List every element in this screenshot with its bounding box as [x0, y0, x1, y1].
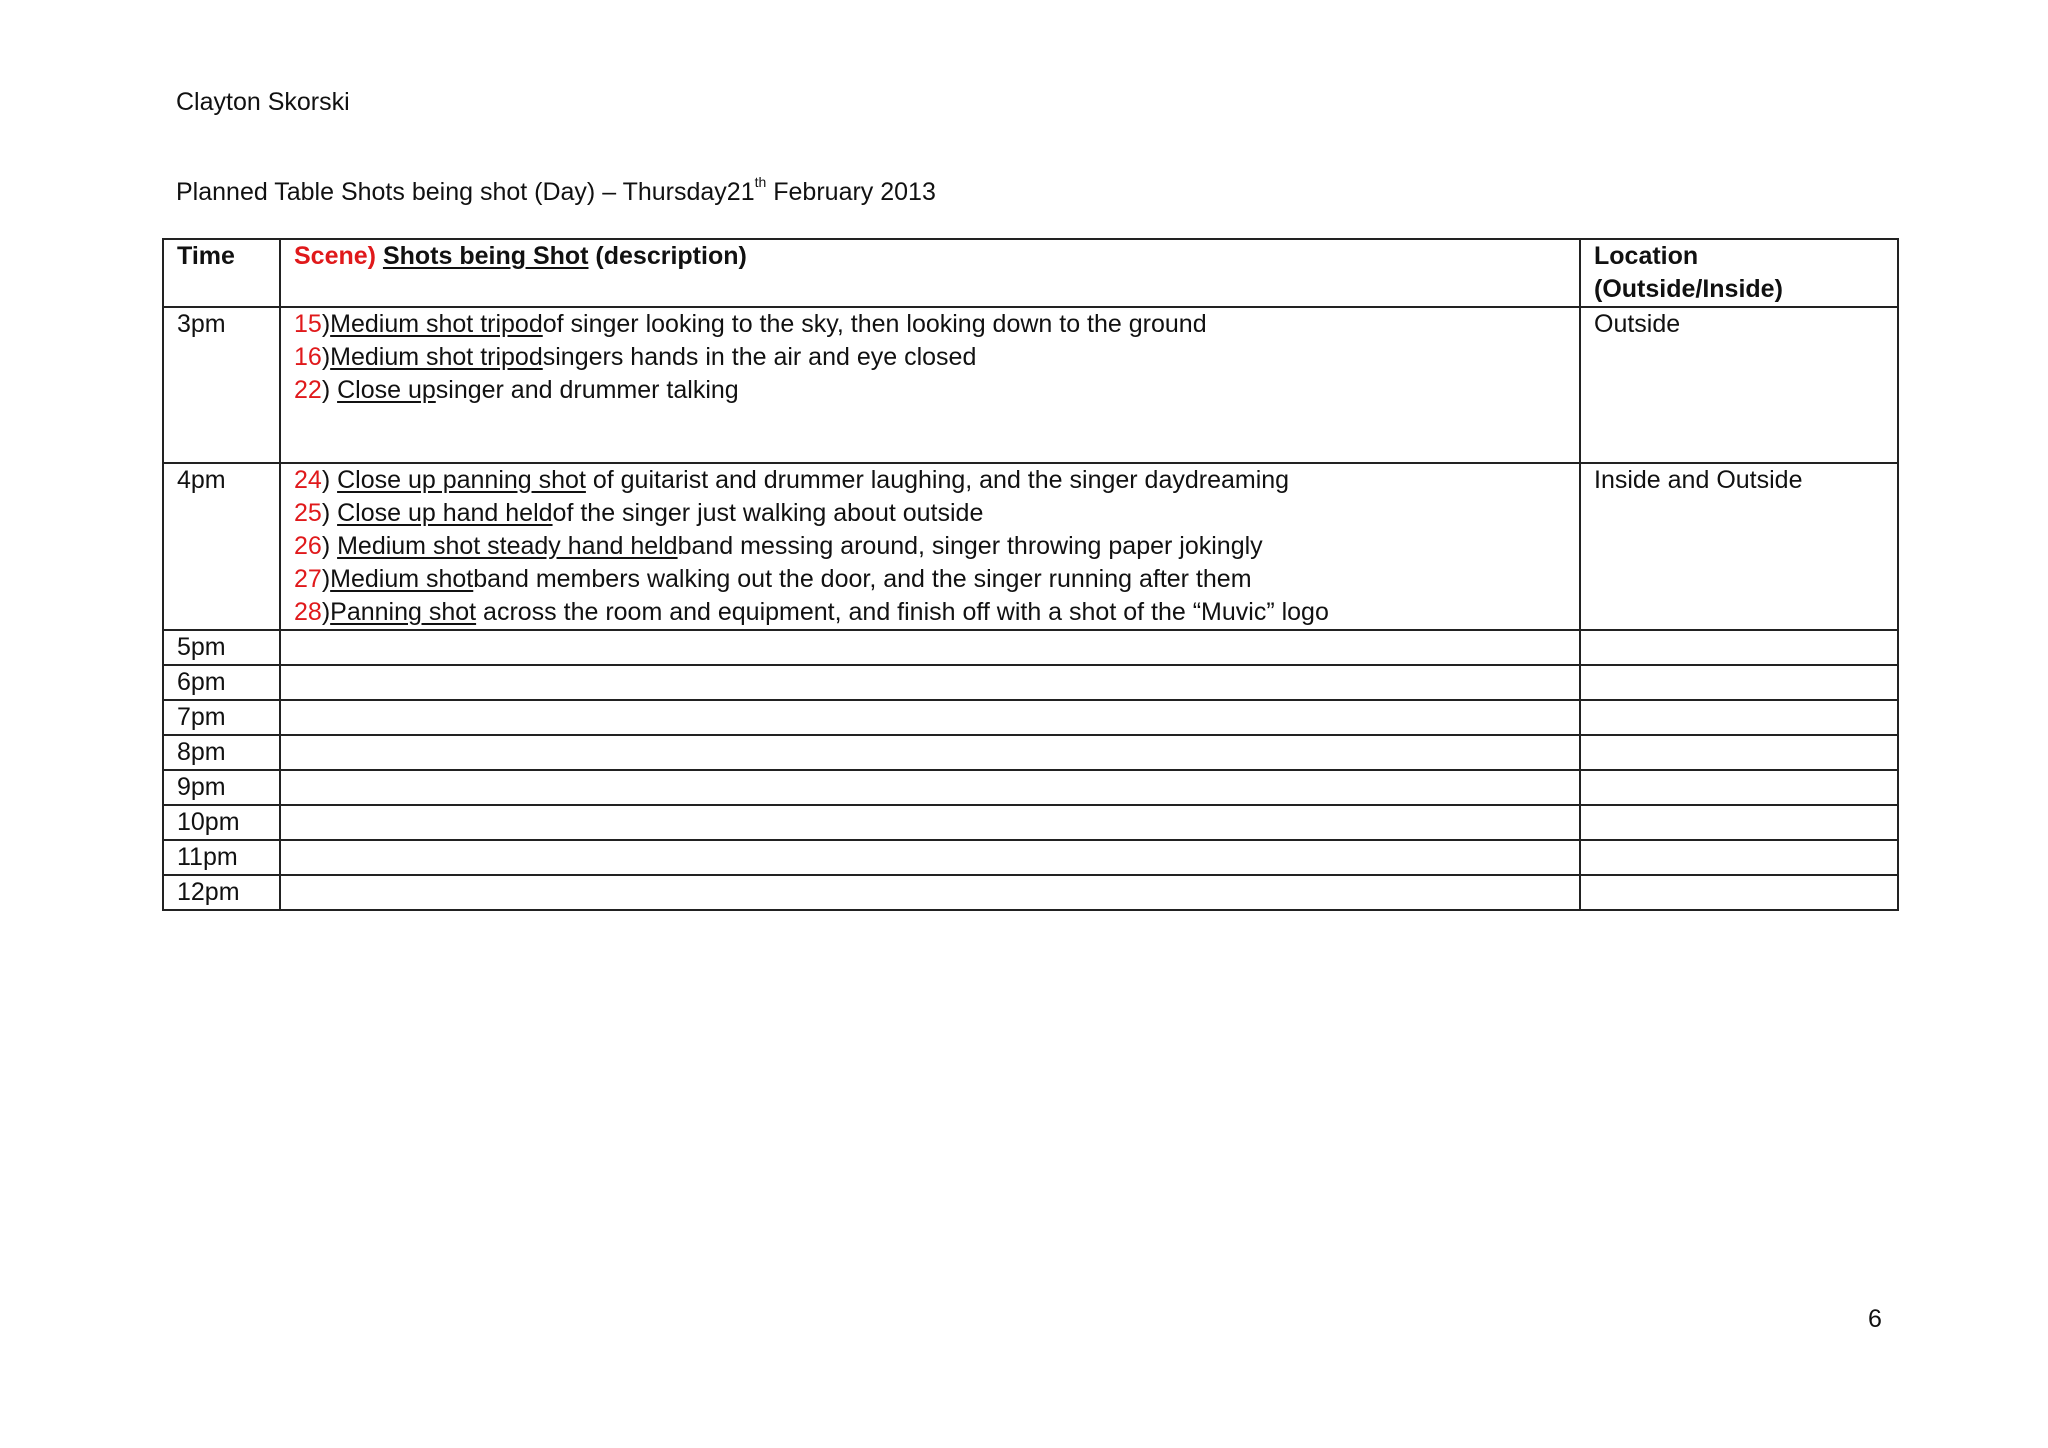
shot-entry: [294, 308, 1566, 341]
scene-number: 27: [294, 565, 322, 593]
shot-type: Medium shot steady hand held: [337, 532, 678, 560]
header-shots: Shots being Shot: [382, 242, 589, 270]
table-row: [163, 770, 1898, 805]
table-row: [163, 875, 1898, 910]
scene-number: 16: [294, 343, 322, 371]
shots-cell: [280, 770, 1580, 805]
page-number: 6: [1868, 1305, 1882, 1333]
shots-cell: [280, 805, 1580, 840]
scene-separator: ): [321, 343, 331, 371]
shot-table: [162, 238, 1899, 911]
heading-date-month: February 2013: [766, 178, 936, 206]
shots-cell: [280, 875, 1580, 910]
shots-cell: [280, 307, 1580, 463]
table-row: [163, 840, 1898, 875]
time-cell: 3pm: [163, 307, 280, 463]
shots-cell: [280, 630, 1580, 665]
shots-cell: [280, 665, 1580, 700]
header-description: [280, 239, 1580, 307]
table-row: [163, 805, 1898, 840]
time-cell: 4pm: [163, 463, 280, 630]
shot-description: of singer looking to the sky, then looking down to the ground: [542, 310, 1207, 338]
table-header-row: [163, 239, 1898, 307]
table-row: [163, 735, 1898, 770]
table-row: [163, 630, 1898, 665]
table-row: [163, 700, 1898, 735]
scene-separator: ): [321, 499, 338, 527]
location-cell: [1580, 665, 1898, 700]
header-time: Time: [163, 239, 280, 307]
scene-separator: ): [321, 565, 331, 593]
shot-type: Medium shot: [330, 565, 474, 593]
shot-entry: [294, 530, 1566, 563]
scene-number: 25: [294, 499, 322, 527]
shots-cell: [280, 463, 1580, 630]
shot-type: Medium shot tripod: [330, 343, 543, 371]
shot-description: of guitarist and drummer laughing, and the singer daydreaming: [585, 466, 1290, 494]
shot-type: Close up: [337, 376, 436, 404]
scene-separator: ): [321, 310, 331, 338]
scene-separator: ): [321, 376, 338, 404]
shot-description: band members walking out the door, and the singer running after them: [473, 565, 1252, 593]
header-description-suffix: (description): [588, 242, 747, 270]
shot-entry: [294, 596, 1566, 629]
table-row: [163, 463, 1898, 630]
shot-description: band messing around, singer throwing paper jokingly: [677, 532, 1263, 560]
shots-cell: [280, 735, 1580, 770]
scene-number: 24: [294, 466, 322, 494]
location-cell: [1580, 735, 1898, 770]
shot-entry: [294, 341, 1566, 374]
time-cell: 5pm: [163, 630, 280, 665]
header-location: Location (Outside/Inside): [1580, 239, 1898, 307]
location-cell: [1580, 770, 1898, 805]
shot-description: of the singer just walking about outside: [552, 499, 984, 527]
heading-date-suffix: th: [754, 173, 767, 190]
shot-entry: [294, 497, 1566, 530]
shot-description: singers hands in the air and eye closed: [542, 343, 977, 371]
author-name: Clayton Skorski: [176, 88, 350, 116]
scene-number: 15: [294, 310, 322, 338]
scene-separator: ): [321, 532, 338, 560]
location-cell: [1580, 875, 1898, 910]
shot-description: singer and drummer talking: [435, 376, 739, 404]
scene-separator: ): [321, 466, 338, 494]
time-cell: 10pm: [163, 805, 280, 840]
location-cell: [1580, 805, 1898, 840]
shot-entry: [294, 563, 1566, 596]
shot-type: Panning shot: [330, 598, 477, 626]
shots-cell: [280, 840, 1580, 875]
time-cell: 8pm: [163, 735, 280, 770]
time-cell: 7pm: [163, 700, 280, 735]
location-cell: [1580, 700, 1898, 735]
location-cell: Outside: [1580, 307, 1898, 463]
scene-number: 26: [294, 532, 322, 560]
header-scene: Scene): [294, 242, 376, 270]
shot-type: Close up panning shot: [337, 466, 586, 494]
heading-text: Planned Table Shots being shot (Day) – Thursday21: [176, 178, 755, 206]
shots-cell: [280, 700, 1580, 735]
scene-number: 22: [294, 376, 322, 404]
scene-number: 28: [294, 598, 322, 626]
table-row: [163, 665, 1898, 700]
time-cell: 9pm: [163, 770, 280, 805]
location-cell: [1580, 630, 1898, 665]
location-cell: [1580, 840, 1898, 875]
scene-separator: ): [321, 598, 331, 626]
page-heading: [176, 173, 936, 208]
time-cell: 6pm: [163, 665, 280, 700]
shot-entry: [294, 374, 1566, 407]
time-cell: 11pm: [163, 840, 280, 875]
time-cell: 12pm: [163, 875, 280, 910]
location-cell: Inside and Outside: [1580, 463, 1898, 630]
shot-entry: [294, 464, 1566, 497]
shot-type: Medium shot tripod: [330, 310, 543, 338]
table-row: [163, 307, 1898, 463]
shot-type: Close up hand held: [337, 499, 553, 527]
shot-description: across the room and equipment, and finish off with a shot of the “Muvic” logo: [476, 598, 1329, 626]
